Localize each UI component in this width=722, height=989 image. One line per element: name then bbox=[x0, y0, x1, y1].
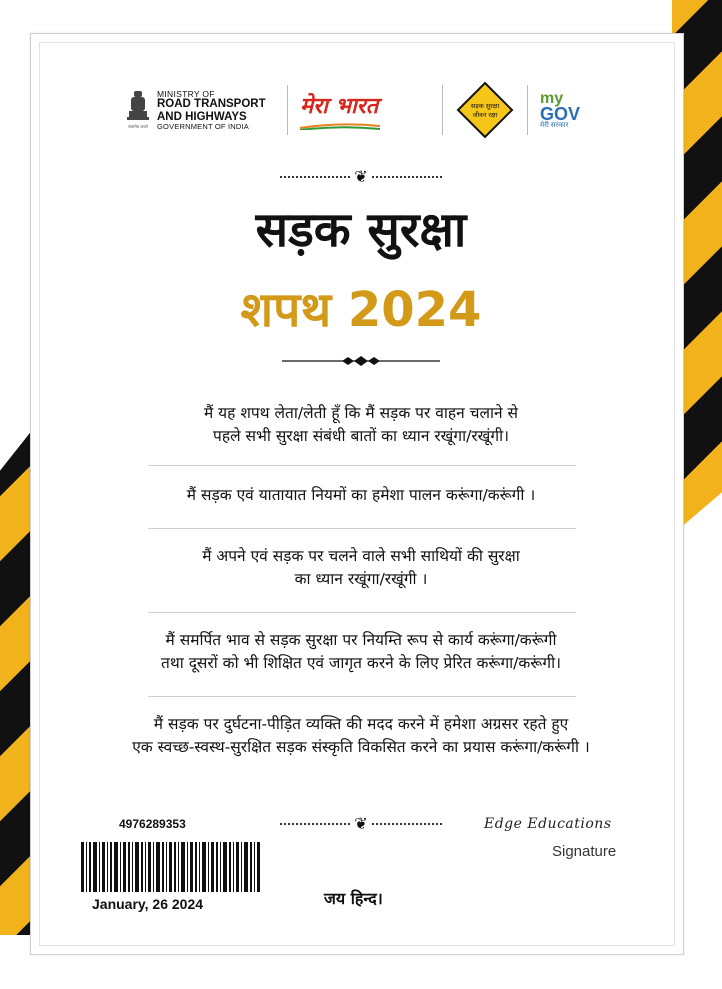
pledge-1-line2: पहले सभी सुरक्षा संबंधी बातों का ध्यान रखूंगा/रखूंगी। bbox=[213, 427, 509, 445]
pledge-2 bbox=[70, 484, 652, 507]
road-sign-icon bbox=[456, 81, 514, 139]
mera-bharat-text: मेरा भारत bbox=[300, 94, 379, 119]
sadak-logo-line1: सड़क सुरक्षा bbox=[470, 102, 500, 110]
mygov-gov: GOV bbox=[540, 103, 581, 124]
flourish-icon: ❦ bbox=[354, 814, 368, 833]
jai-hind-text: जय हिन्द। bbox=[324, 889, 383, 908]
logo-divider bbox=[527, 85, 528, 135]
sadak-logo-line2: जीवन रक्षा bbox=[472, 111, 498, 119]
mera-bharat-logo bbox=[300, 90, 430, 130]
logo-divider bbox=[442, 85, 443, 135]
pledge-4-line2: तथा दूसरों को भी शिक्षित एवं जागृत करने के लिए प्रेरित करूंगा/करूंगी। bbox=[161, 654, 561, 672]
ministry-line1: MINISTRY OF bbox=[157, 88, 215, 99]
logo-divider bbox=[287, 85, 288, 135]
pledge-3-line1: मैं अपने एवं सड़क पर चलने वाले सभी साथियों की सुरक्षा bbox=[202, 547, 520, 565]
bottom-ornament bbox=[280, 814, 442, 833]
pledge-4 bbox=[70, 629, 652, 675]
mygov-logo bbox=[540, 91, 600, 130]
pledge-4-line1: मैं समर्पित भाव से सड़क सुरक्षा पर नियम्ति रूप से कार्य करूंगा/करूंगी bbox=[165, 631, 557, 649]
logo-row bbox=[125, 80, 605, 140]
mygov-my: my bbox=[540, 89, 564, 107]
pledge-date: January, 26 2024 bbox=[92, 896, 204, 912]
signature-label: Signature bbox=[552, 843, 617, 860]
pledge-5-line2: एक स्वच्छ-स्वस्थ-सुरक्षित सड़क संस्कृति विकसित करने का प्रयास करूंगा/करूंगी । bbox=[132, 738, 590, 756]
barcode-icon bbox=[81, 842, 261, 892]
barcode-number: 4976289353 bbox=[119, 817, 186, 831]
ministry-line3: AND HIGHWAYS bbox=[157, 110, 247, 123]
ministry-logo bbox=[125, 89, 275, 131]
title-line2: शपथ 2024 bbox=[240, 282, 482, 338]
top-ornament bbox=[280, 167, 442, 186]
national-emblem-icon bbox=[125, 89, 151, 131]
pledge-5-line1: मैं सड़क पर दुर्घटना-पीड़ित व्यक्ति की मदद करने में हमेशा अग्रसर रहते हुए bbox=[153, 715, 569, 733]
pledge-5 bbox=[70, 713, 652, 759]
pledge-1-line1: मैं यह शपथ लेता/लेती हूँ कि मैं सड़क पर वाहन चलाने से bbox=[203, 404, 519, 422]
ministry-line4: GOVERNMENT OF INDIA bbox=[157, 121, 250, 131]
pledge-2-line1: मैं सड़क एवं यातायात नियमों का हमेशा पालन करूंगा/करूंगी । bbox=[186, 486, 536, 504]
pledge-3 bbox=[70, 545, 652, 591]
sadak-suraksha-logo bbox=[455, 81, 515, 139]
emblem-caption: सत्यमेव जयते bbox=[128, 124, 148, 129]
ministry-line2: ROAD TRANSPORT bbox=[157, 98, 266, 111]
tricolor-swoosh-icon bbox=[300, 122, 380, 130]
diamond-divider bbox=[282, 355, 440, 367]
pledge-3-line2: का ध्यान रखूंगा/रखूंगी । bbox=[294, 570, 428, 588]
pledge-1 bbox=[70, 402, 652, 448]
pledge-separator bbox=[148, 528, 576, 529]
pledge-separator bbox=[148, 612, 576, 613]
pledge-separator bbox=[148, 465, 576, 466]
title-line1: सड़क सुरक्षा bbox=[255, 202, 467, 258]
signature-name: Edge Educations bbox=[484, 816, 612, 832]
flourish-icon: ❦ bbox=[354, 167, 368, 186]
pledge-separator bbox=[148, 696, 576, 697]
mygov-tagline: मेरी सरकार bbox=[540, 121, 569, 129]
